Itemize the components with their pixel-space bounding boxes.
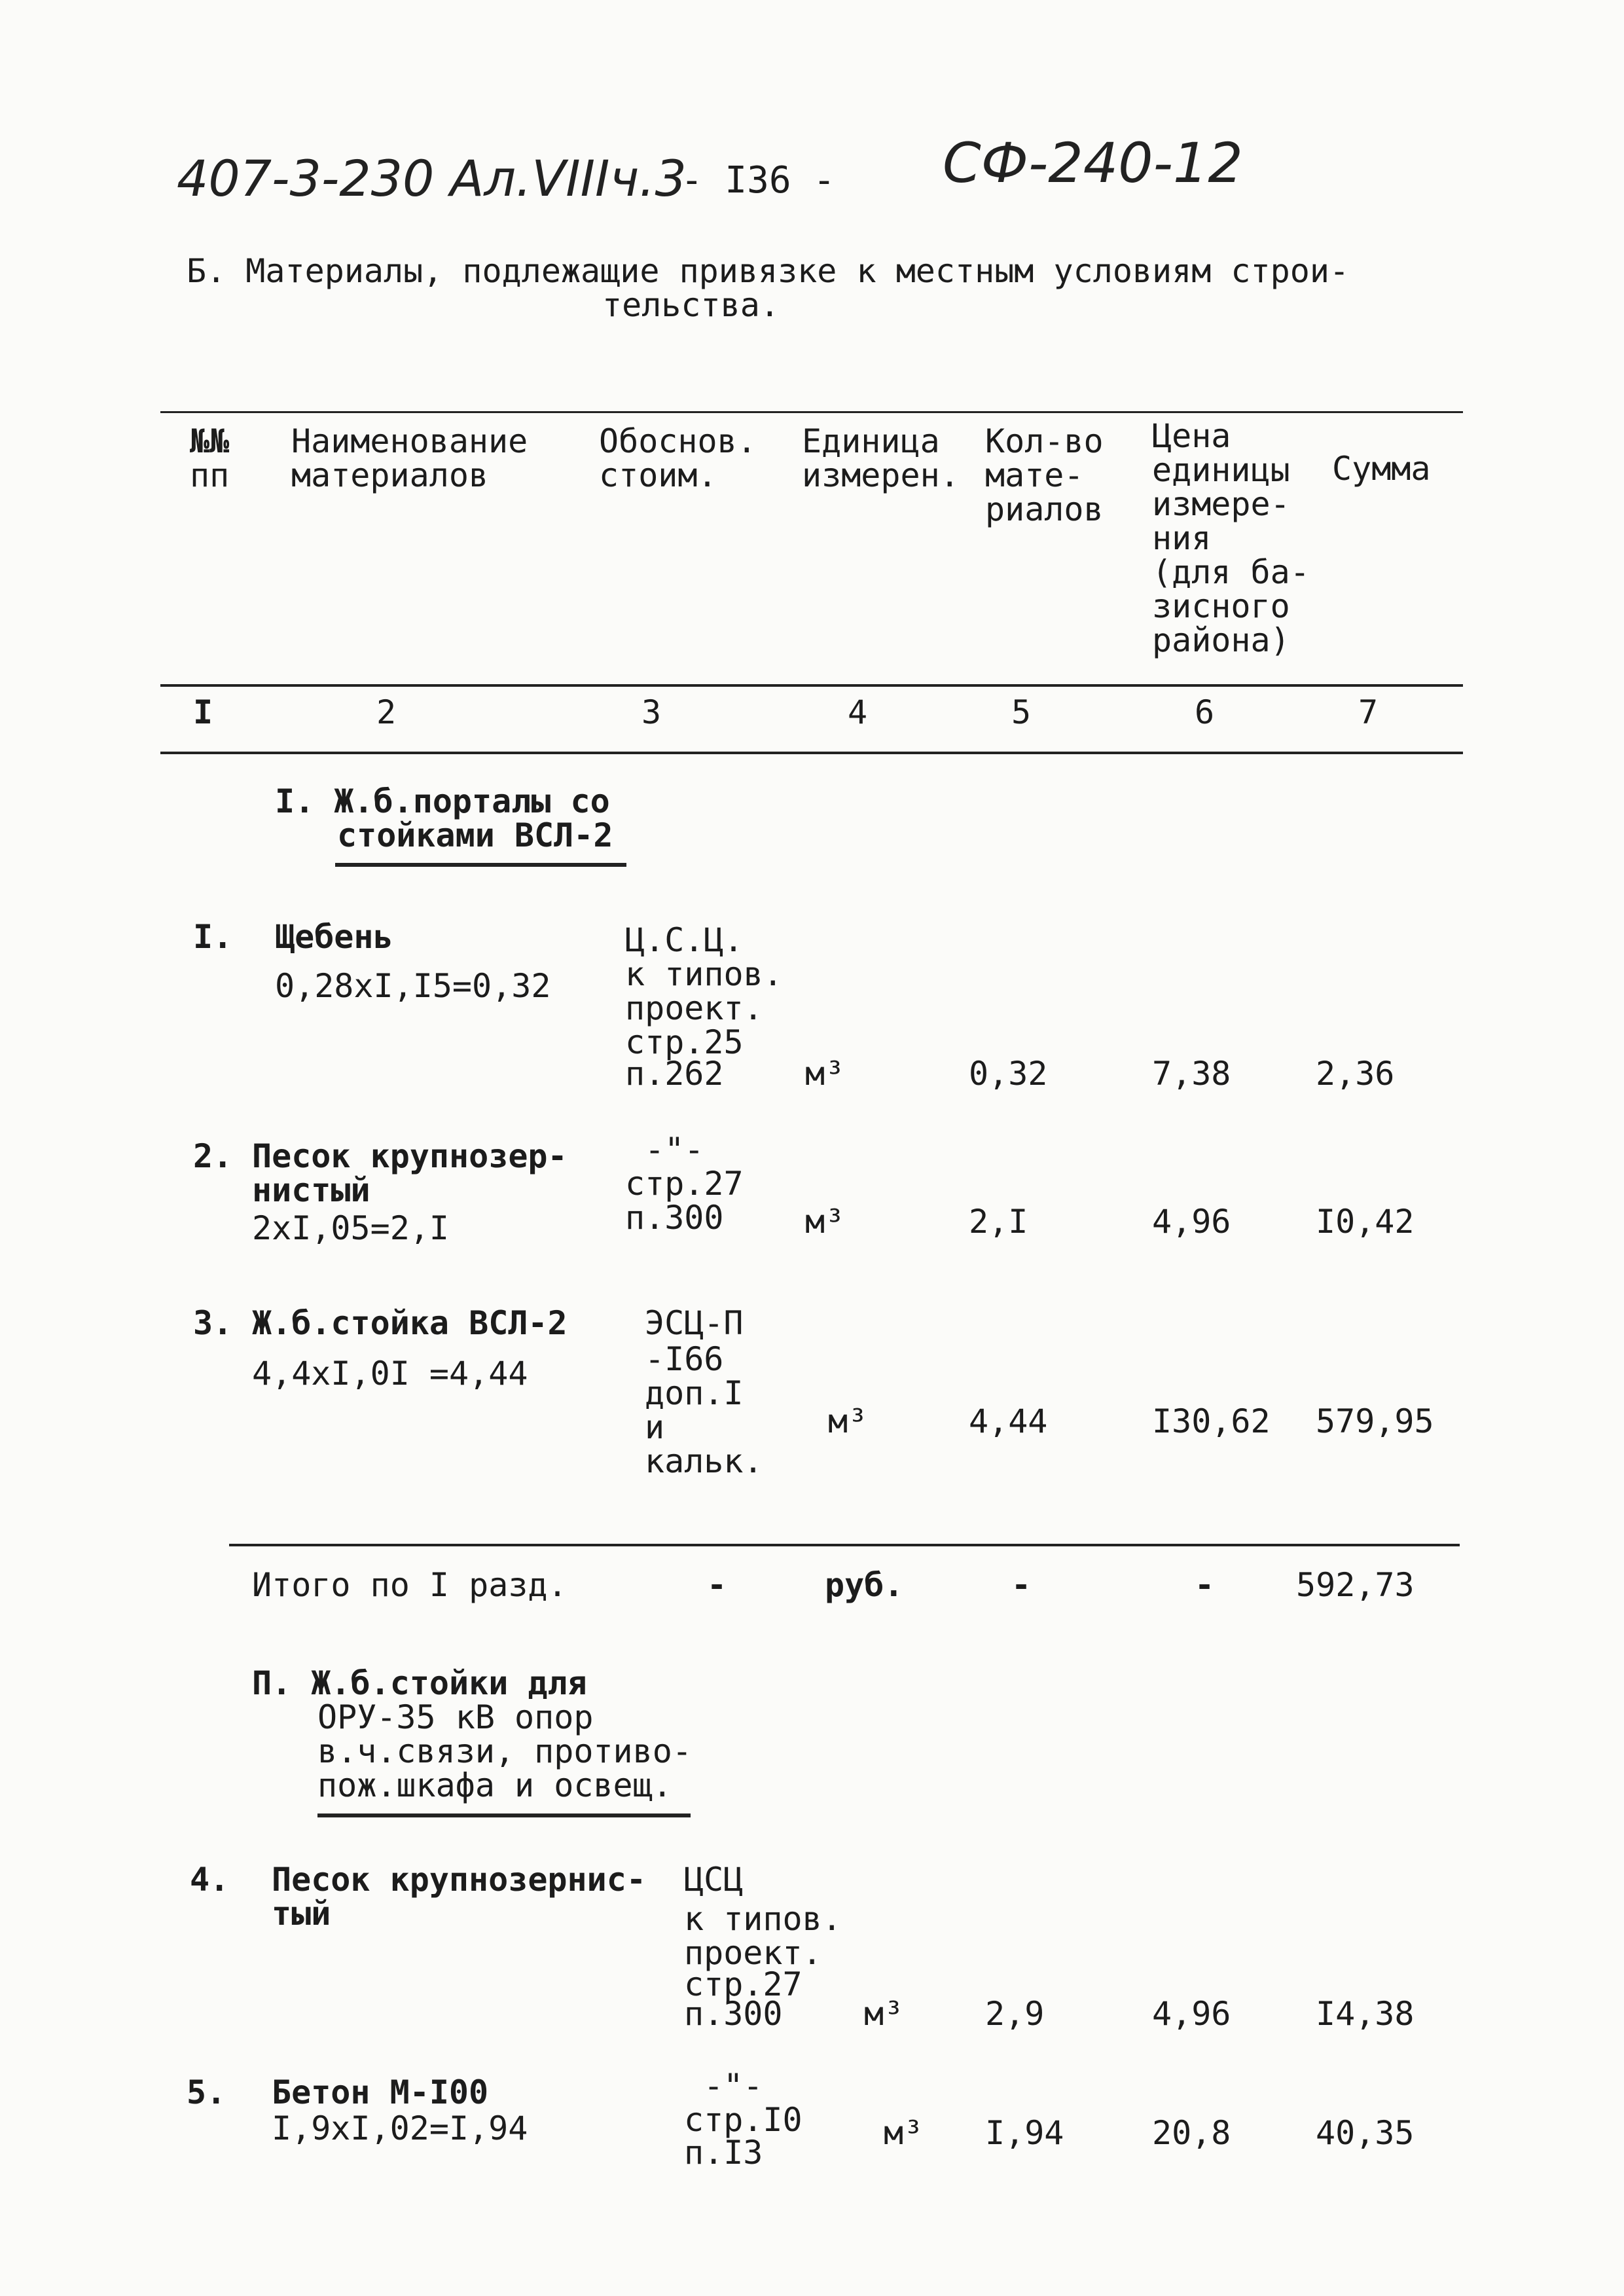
basis-line: -I66 [645, 1340, 724, 1378]
material-name: нистый [252, 1171, 370, 1209]
basis-line: -"- [645, 1131, 704, 1169]
header-text: Единица [802, 422, 940, 460]
subtotal-basis: - [707, 1566, 727, 1604]
material-name: тый [272, 1895, 331, 1933]
quantity: 4,44 [969, 1402, 1048, 1440]
unit-price: I30,62 [1152, 1402, 1271, 1440]
subtotal-label: Итого по I разд. [252, 1566, 568, 1604]
section-title-line: П. Ж.б.стойки для [252, 1664, 587, 1702]
material-name: Щебень [275, 918, 393, 956]
unit: м³ [828, 1402, 868, 1440]
basis-line: -"- [704, 2067, 763, 2105]
subtotal-price: - [1195, 1566, 1215, 1604]
unit: м³ [805, 1055, 845, 1093]
column-number: 6 [1195, 693, 1215, 731]
row-number: 2. [193, 1137, 233, 1175]
quantity: 2,9 [985, 1995, 1045, 2033]
basis-line: п.I3 [684, 2134, 763, 2172]
column-number: 2 [376, 693, 397, 731]
basis-line: доп.I [645, 1374, 744, 1412]
basis-line: п.262 [625, 1055, 724, 1093]
material-formula: 4,4хI,0I =4,44 [252, 1355, 528, 1393]
section-title-line: пож.шкафа и освещ. [317, 1766, 672, 1804]
subtotal-sum: 592,73 [1296, 1566, 1415, 1604]
section-title-line: ОРУ-35 кВ опор [317, 1698, 594, 1736]
page-number: - I36 - [681, 159, 836, 202]
section-title-line: I. Ж.б.порталы со [275, 782, 610, 820]
column-numbers-rule [160, 752, 1463, 754]
row-number: I. [193, 918, 233, 956]
row-sum: 40,35 [1316, 2114, 1415, 2152]
header-text: риалов [985, 490, 1104, 528]
header-text: Сумма [1332, 450, 1431, 488]
unit-price: 7,38 [1152, 1055, 1231, 1093]
material-formula: I,9хI,02=I,94 [272, 2109, 528, 2147]
material-name: Песок крупнозер- [252, 1137, 568, 1175]
unit: м³ [805, 1203, 845, 1241]
subtotal-rule [229, 1544, 1460, 1546]
basis-line: п.300 [625, 1199, 724, 1237]
row-number: 5. [187, 2073, 226, 2111]
basis-line: к типов. [684, 1900, 842, 1938]
unit-price: 4,96 [1152, 1203, 1231, 1241]
material-name: Песок крупнозернис- [272, 1861, 646, 1899]
row-sum: I4,38 [1316, 1995, 1415, 2033]
quantity: 2,I [969, 1203, 1028, 1241]
header-bottom-rule [160, 684, 1463, 687]
basis-line: ЭСЦ-П [645, 1304, 744, 1342]
row-sum: 579,95 [1316, 1402, 1434, 1440]
header-text: материалов [291, 456, 489, 494]
section-title-line: стойками ВСЛ-2 [337, 816, 613, 854]
header-text: ния [1152, 519, 1212, 557]
row-number: 3. [193, 1304, 233, 1342]
subtotal-unit: руб. [825, 1566, 904, 1604]
basis-line: стр.I0 [684, 2101, 803, 2139]
material-formula: 0,28хI,I5=0,32 [275, 967, 551, 1005]
column-number: 7 [1358, 693, 1379, 731]
material-name: Бетон М-I00 [272, 2073, 489, 2111]
header-text: единицы [1152, 451, 1290, 489]
doc-code-handwritten: 407-3-230 Ал.VIIIч.3 [177, 149, 687, 208]
basis-line: Ц.С.Ц. [625, 921, 744, 959]
basis-line: проект. [625, 989, 763, 1027]
header-text: стоим. [599, 456, 717, 494]
section-title-line: в.ч.связи, противо- [317, 1732, 692, 1770]
header-text: измерен. [802, 456, 960, 494]
header-text: зисного [1152, 587, 1290, 625]
quantity: I,94 [985, 2114, 1064, 2152]
basis-line: стр.25 [625, 1023, 744, 1061]
basis-line: стр.27 [625, 1165, 744, 1203]
basis-line: проект. [684, 1934, 822, 1972]
title-line-2: тельства. [602, 286, 780, 324]
table-top-rule [160, 411, 1463, 413]
column-number: I [193, 693, 213, 731]
row-number: 4. [190, 1861, 230, 1899]
material-name: Ж.б.стойка ВСЛ-2 [252, 1304, 568, 1342]
header-text: Наименование [291, 422, 528, 460]
sheet-code-handwritten: СФ-240-12 [943, 131, 1243, 195]
section-underline [335, 863, 626, 867]
basis-line: и [645, 1408, 665, 1446]
row-sum: 2,36 [1316, 1055, 1395, 1093]
header-text: Цена [1152, 417, 1231, 455]
material-formula: 2хI,05=2,I [252, 1209, 450, 1247]
header-text: (для ба- [1152, 553, 1310, 591]
header-text: Обоснов. [599, 422, 757, 460]
basis-line: стр.27 [684, 1965, 803, 2003]
unit: м³ [864, 1995, 904, 2033]
header-text: пп [190, 456, 230, 494]
subtotal-qty: - [1011, 1566, 1032, 1604]
header-text: №№ [190, 422, 230, 460]
row-sum: I0,42 [1316, 1203, 1415, 1241]
header-text: Кол-во [985, 422, 1104, 460]
unit: м³ [884, 2114, 924, 2152]
column-number: 4 [848, 693, 868, 731]
basis-line: к типов. [625, 955, 783, 993]
quantity: 0,32 [969, 1055, 1048, 1093]
unit-price: 4,96 [1152, 1995, 1231, 2033]
header-text: района) [1152, 621, 1290, 659]
column-number: 3 [641, 693, 662, 731]
basis-line: кальк. [645, 1442, 763, 1480]
title-line-1: Б. Материалы, подлежащие привязке к местным условиям строи- [187, 252, 1350, 290]
column-number: 5 [1011, 693, 1032, 731]
basis-line: п.300 [684, 1995, 783, 2033]
unit-price: 20,8 [1152, 2114, 1231, 2152]
basis-line: ЦСЦ [684, 1861, 744, 1899]
header-text: измере- [1152, 485, 1290, 523]
header-text: мате- [985, 456, 1084, 494]
section-underline [317, 1813, 691, 1817]
